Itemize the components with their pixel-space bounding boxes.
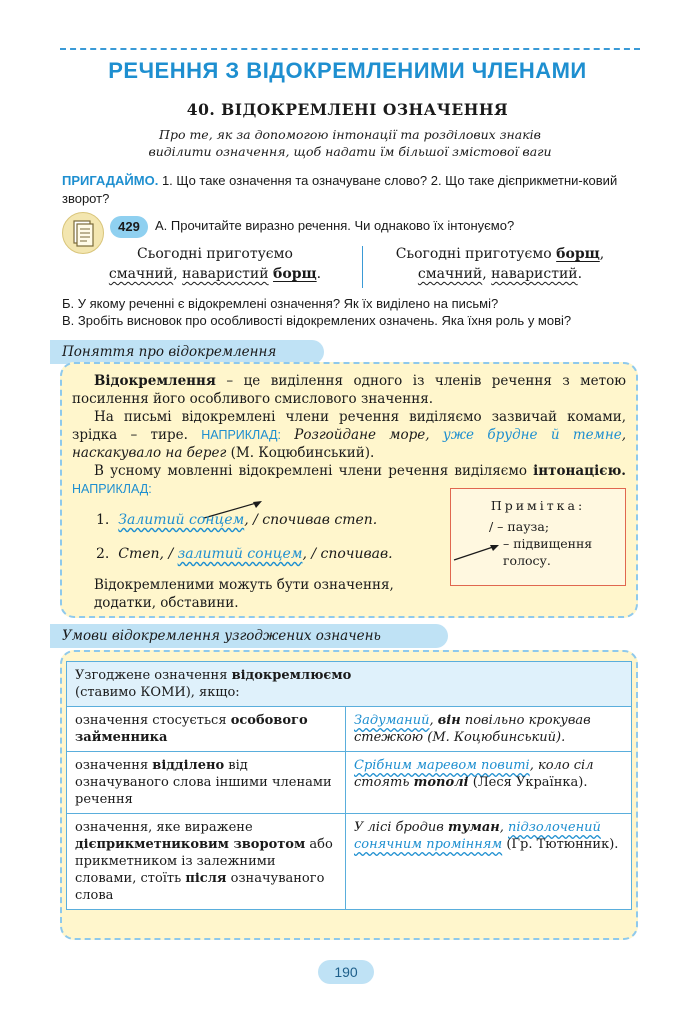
page-number: 190: [318, 960, 374, 984]
example-cell: Срібним маревом повиті, коло сіл стоять тополі (Леся Українка).: [346, 752, 632, 814]
theory-paragraph-4: Відокремленими можуть бути означення, додатки, обставини.: [94, 577, 394, 611]
conditions-label: Умови відокремлення узгоджених означень: [50, 624, 448, 648]
remember-text: 1. Що таке означення та означуване слово? 2. Що таке дієприкметни-ковий зворот?: [62, 173, 618, 206]
condition-cell: означення стосується особового займенника: [67, 707, 346, 752]
intonation-example-1: 1. Залитий сонцем, / спочивав степ.: [96, 512, 378, 528]
example-cell: У лісі бродив туман, підзолочений сонячним промінням (Гр. Тютюнник).: [346, 814, 632, 910]
theory-paragraph-1: Відокремлення – це виділення одного із членів речення з метою посилення його особливого смислового значення.: [72, 373, 626, 407]
exercise-number: 429: [110, 216, 148, 238]
conditions-table: [66, 661, 632, 910]
top-divider: [60, 48, 640, 50]
condition-cell: означення відділено від означуваного слова іншими членами речення: [67, 752, 346, 814]
concept-label: Поняття про відокремлення: [50, 340, 324, 364]
table-row: [67, 662, 632, 707]
note-pause: / – пауза;: [489, 519, 550, 534]
example-cell: Задуманий, він повільно крокував стежкою (М. Коцюбинський).: [346, 707, 632, 752]
theory-paragraph-3: В усному мовленні відокремлені члени речення виділяємо інтонацією. НАПРИКЛАД:: [72, 463, 626, 496]
example-sentence-left: Сьогодні приготуємо смачний, наваристий борщ.: [108, 246, 322, 282]
section-intro: Про те, як за допомогою інтонації та розділових знаків виділити означення, щоб надати їм більшої змістової ваги: [148, 127, 552, 159]
theory-paragraph-2: На письмі відокремлені члени речення виділяємо зазвичай комами, зрідка – тире. НАПРИКЛАД: Розгойдане море, уже брудне й темне, наскакувало на берег (М. Коцюбинський).: [72, 409, 627, 461]
table-row: [67, 752, 632, 814]
rise-arrow-note: [452, 540, 502, 562]
note-title: Примітка:: [490, 498, 586, 513]
remember-block: [62, 172, 642, 208]
table-header: Узгоджене означення відокремлюємо (ставимо КОМИ), якщо:: [67, 662, 632, 707]
exercise-task-c: В. Зробіть висновок про особливості відокремлених означень. Яка їхня роль у мові?: [62, 313, 572, 328]
section-title: 40. ВІДОКРЕМЛЕНІ ОЗНАЧЕННЯ: [186, 100, 509, 119]
table-row: [67, 707, 632, 752]
intonation-example-2: 2. Степ, / залитий сонцем, / спочивав.: [96, 546, 393, 562]
chapter-title: РЕЧЕННЯ З ВІДОКРЕМЛЕНИМИ ЧЛЕНАМИ: [108, 58, 587, 83]
exercise-task-a: А. Прочитайте виразно речення. Чи однаково їх інтонуємо?: [155, 218, 515, 233]
remember-label: ПРИГАДАЙМО.: [62, 173, 159, 188]
exercise-task-b: Б. У якому реченні є відокремлені означення? Як їх виділено на письмі?: [62, 296, 499, 311]
table-row: [67, 814, 632, 910]
sentence-separator: [362, 246, 363, 288]
example-sentence-right: Сьогодні приготуємо борщ, смачний, наваристий.: [395, 246, 605, 282]
note-box: [450, 488, 626, 586]
condition-cell: означення, яке виражене дієприкметниковим зворотом або прикметником із залежними словами, стоїть після означуваного слова: [67, 814, 346, 910]
note-rise: – підвищення голосу.: [503, 536, 593, 568]
